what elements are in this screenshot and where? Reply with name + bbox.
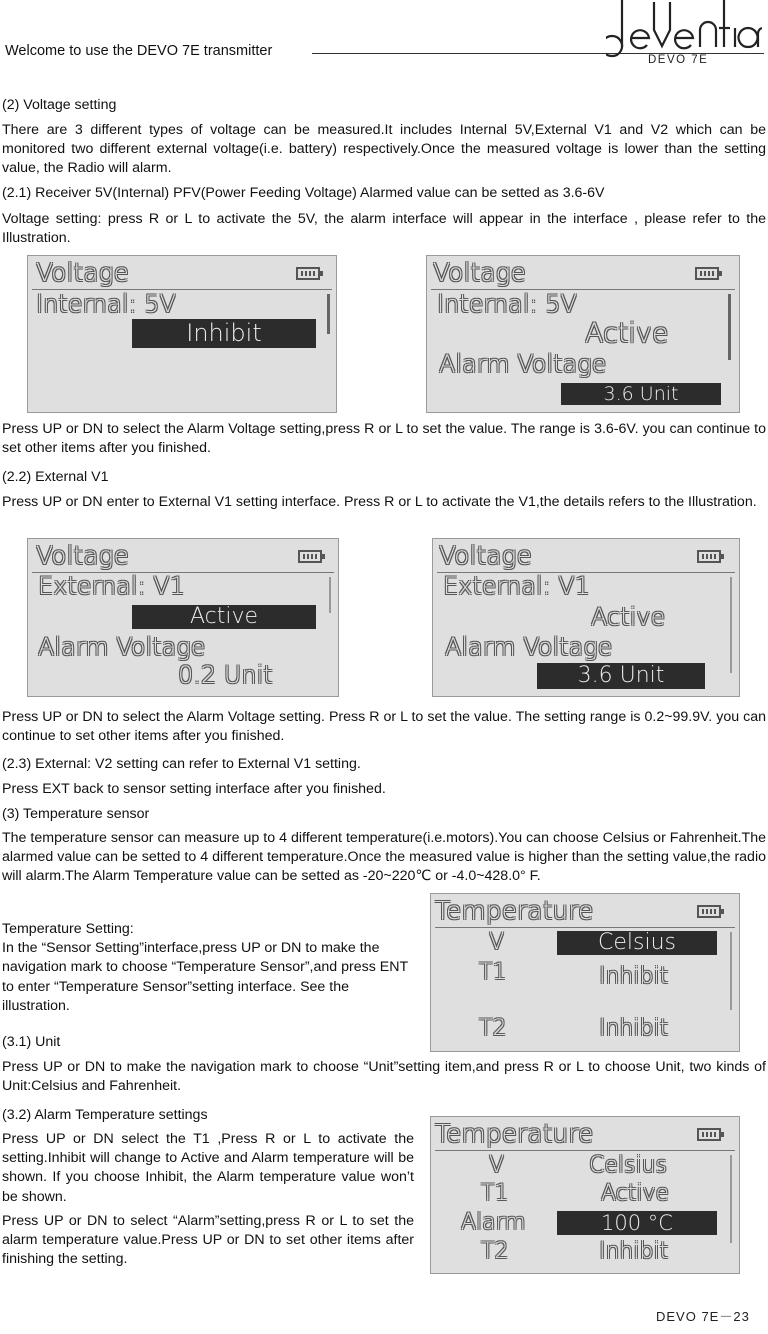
lcd-value: Inhibit xyxy=(599,964,669,989)
lcd-line: Alarm Voltage xyxy=(439,350,607,378)
battery-icon xyxy=(697,905,721,918)
unit-heading: (3.1) Unit xyxy=(2,1034,61,1050)
devention-logo xyxy=(606,0,762,62)
lcd-scrollbar xyxy=(329,577,331,613)
alarm-setting-text: Press UP or DN to select “Alarm”setting,press R or L to set the alarm temperature value.Press UP or DN to set other items after finishing the setting. xyxy=(2,1213,414,1268)
lcd-label: Alarm xyxy=(461,1210,526,1235)
header-model: DEVO 7E xyxy=(648,54,709,66)
lcd-label: T2 xyxy=(479,1016,507,1041)
lcd-screen-external-active xyxy=(27,538,339,697)
lcd-scrollbar xyxy=(730,1155,732,1243)
alarm-voltage-range-text: Press UP or DN to select the Alarm Voltage setting. Press R or L to set the value. The setting range is 0.2~99.9V. you can continue to set other items after you finished. xyxy=(2,709,766,745)
header-title: Welcome to use the DEVO 7E transmitter xyxy=(5,43,273,59)
lcd-line: Internal: 5V xyxy=(36,290,176,318)
lcd-line: Internal: 5V xyxy=(437,290,577,318)
alarm-voltage-text: Press UP or DN to select the Alarm Voltage setting,press R or L to set the value. The range is 3.6-6V. you can continue to set other items after you finished. xyxy=(2,421,766,457)
lcd-label: V xyxy=(489,930,505,955)
lcd-value: 0.2 Unit xyxy=(178,661,273,689)
lcd-selected-value: Inhibit xyxy=(132,319,316,348)
battery-icon xyxy=(296,267,320,280)
lcd-selected-value: 3.6 Unit xyxy=(537,663,705,689)
lcd-screen-internal-active xyxy=(426,255,740,413)
lcd-line: Alarm Voltage xyxy=(38,633,206,661)
lcd-scrollbar xyxy=(730,577,732,673)
lcd-scrollbar xyxy=(730,932,732,1010)
lcd-label: T1 xyxy=(479,960,507,985)
temperature-intro: The temperature sensor can measure up to 4 different temperature(i.e.motors).You can choose Celsius or Fahrenheit.The alarmed value can be setted to 4 different temperature.Once the measured value is higher than the setting value,the radio will alarm.The Alarm Temperature value can be setted as -20~220℃ or -4.0~428.0° F. xyxy=(2,830,766,885)
section-voltage-heading: (2) Voltage setting xyxy=(2,97,117,113)
lcd-title: Voltage xyxy=(36,258,129,287)
temperature-heading: (3) Temperature sensor xyxy=(2,806,150,822)
voltage-intro: There are 3 different types of voltage can be measured.It includes Internal 5V,External V1 and V2 which can be monitored two different external voltage(i.e. battery) respectively.Once the measured voltage is lower than the setting value, the Radio will alarm. xyxy=(2,122,766,177)
lcd-selected-value: Active xyxy=(132,605,316,629)
battery-icon xyxy=(298,550,322,563)
lcd-title: Voltage xyxy=(36,541,129,570)
page-number: DEVO 7E－23 xyxy=(656,1309,750,1324)
lcd-value: Celsius xyxy=(589,1153,667,1178)
battery-icon xyxy=(695,267,719,280)
lcd-scrollbar xyxy=(728,294,731,360)
lcd-label: V xyxy=(489,1153,505,1178)
temperature-setting-text: Temperature Setting: In the “Sensor Setting”interface,press UP or DN to make the navigation mark to choose “Temperature Sensor”,and press ENT to enter “Temperature Sensor”setting interface. See the illustration. xyxy=(2,921,408,1014)
external-v1-text: Press UP or DN enter to External V1 setting interface. Press R or L to activate the V1,the details refers to the Illustration. xyxy=(2,494,757,510)
alarm-temperature-text: Press UP or DN select the T1 ,Press R or L to activate the setting.Inhibit will change to Active and Alarm temperature will be shown. If you choose Inhibit, the Alarm temperature value won’t be shown. xyxy=(2,1131,414,1205)
lcd-value: Inhibit xyxy=(599,1239,669,1264)
lcd-label: T2 xyxy=(481,1239,509,1264)
lcd-screen-temperature-unit xyxy=(430,893,740,1052)
lcd-selected-value: Celsius xyxy=(557,931,717,955)
external-v1-heading: (2.2) External V1 xyxy=(2,469,109,485)
lcd-value: Active xyxy=(601,1181,670,1206)
lcd-scrollbar xyxy=(327,294,330,334)
battery-icon xyxy=(697,1128,721,1141)
alarm-temperature-heading: (3.2) Alarm Temperature settings xyxy=(2,1107,208,1123)
lcd-line: External: V1 xyxy=(443,572,590,600)
lcd-screen-internal-inhibit xyxy=(27,255,337,413)
unit-text: Press UP or DN to make the navigation mark to choose “Unit”setting item,and press R or L to choose Unit, two kinds of Unit:Celsius and Fahrenheit. xyxy=(2,1059,766,1095)
battery-icon xyxy=(697,550,721,563)
external-v2-text: (2.3) External: V2 setting can refer to External V1 setting. xyxy=(2,756,361,772)
lcd-screen-external-alarm xyxy=(432,538,740,697)
lcd-title: Temperature xyxy=(435,1119,594,1148)
voltage-setting-text: Voltage setting: press R or L to activate the 5V, the alarm interface will appear in the interface , please refer to the Illustration. xyxy=(2,211,766,247)
lcd-screen-temperature-alarm xyxy=(430,1116,740,1274)
lcd-label: T1 xyxy=(481,1181,509,1206)
lcd-title: Voltage xyxy=(439,541,532,570)
lcd-line: Alarm Voltage xyxy=(445,633,613,661)
press-ext-text: Press EXT back to sensor setting interface after you finished. xyxy=(2,781,386,797)
lcd-selected-value: 3.6 Unit xyxy=(561,383,721,405)
lcd-selected-value: 100 °C xyxy=(557,1211,717,1235)
lcd-state: Active xyxy=(591,603,666,631)
lcd-line: External: V1 xyxy=(38,572,185,600)
lcd-value: Inhibit xyxy=(599,1016,669,1041)
receiver-heading: (2.1) Receiver 5V(Internal) PFV(Power Feeding Voltage) Alarmed value can be setted as 3.6-6V xyxy=(2,185,605,201)
lcd-title: Temperature xyxy=(435,896,594,925)
lcd-title: Voltage xyxy=(433,258,526,287)
lcd-state: Active xyxy=(585,318,669,349)
